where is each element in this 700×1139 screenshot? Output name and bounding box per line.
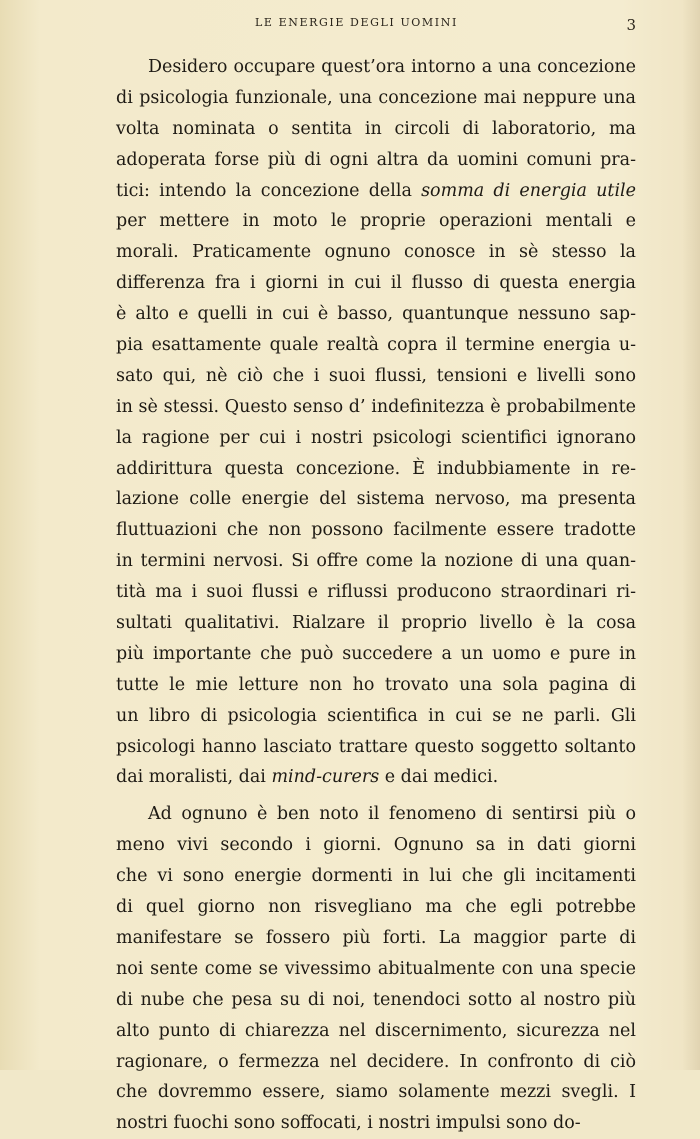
text-segment: addirittura questa concezione. È indubbiamente in re- <box>116 458 636 479</box>
text-segment: di quel giorno non risvegliano ma che egli potrebbe <box>116 897 636 918</box>
text-segment: manifestare se fossero più forti. La maggior parte di <box>116 927 636 948</box>
text-segment: nostri fuochi sono soffocati, i nostri impulsi sono do- <box>116 1113 581 1134</box>
text-line <box>116 830 636 861</box>
running-head <box>0 14 700 36</box>
text-line <box>116 423 636 454</box>
text-segment: fluttuazioni che non possono facilmente essere tradotte <box>116 520 636 541</box>
text-line <box>116 923 636 954</box>
text-line <box>116 237 636 268</box>
text-segment: alto punto di chiarezza nel discernimento, sicurezza nel <box>116 1020 636 1041</box>
text-segment: Desidero occupare quest’ora intorno a una concezione <box>148 57 636 77</box>
text-segment: noi sente come se vivessimo abitualmente con una specie <box>116 958 636 979</box>
text-line <box>116 392 636 423</box>
text-segment: la ragione per cui i nostri psicologi scientifici ignorano <box>116 427 636 448</box>
text-line <box>116 330 636 361</box>
paragraph <box>116 799 636 1139</box>
body-text <box>116 52 636 1139</box>
text-line <box>116 762 636 793</box>
text-line <box>116 52 636 83</box>
text-line <box>116 1016 636 1047</box>
running-title: LE ENERGIE DEGLI UOMINI <box>255 16 458 29</box>
text-segment: adoperata forse più di ogni altra da uomini comuni pra- <box>116 149 636 170</box>
text-line <box>116 176 636 207</box>
text-segment: che vi sono energie dormenti in lui che gli incitamenti <box>116 866 636 887</box>
text-line <box>116 454 636 485</box>
text-line <box>116 1108 636 1139</box>
text-line <box>116 114 636 145</box>
text-segment: tutte le mie letture non ho trovato una sola pagina di <box>116 674 636 695</box>
page-edge-shadow <box>682 0 700 1070</box>
text-line <box>116 892 636 923</box>
text-line <box>116 861 636 892</box>
text-segment: di nube che pesa su di noi, tenendoci sotto al nostro più <box>116 989 636 1010</box>
text-line <box>116 639 636 670</box>
text-line <box>116 1077 636 1108</box>
text-segment: in sè stessi. Questo senso d’ indefinitezza è probabilmente <box>116 396 636 417</box>
text-segment: pia esattamente quale realtà copra il termine energia u- <box>116 335 636 356</box>
text-segment: un libro di psicologia scientifica in cui se ne parli. Gli <box>116 705 636 726</box>
text-line <box>116 701 636 732</box>
text-segment: per mettere in moto le proprie operazioni mentali e <box>116 211 636 232</box>
italic-text: somma di energia utile <box>421 180 637 201</box>
paragraph <box>116 52 636 793</box>
text-line <box>116 577 636 608</box>
text-segment: di psicologia funzionale, una concezione mai neppure una <box>116 87 636 108</box>
text-line <box>116 515 636 546</box>
text-segment: lazione colle energie del sistema nervoso, ma presenta <box>116 489 636 510</box>
text-segment: tici: intendo la concezione della <box>116 180 422 201</box>
text-line <box>116 608 636 639</box>
text-segment: tità ma i suoi flussi e riflussi producono straordinari ri- <box>116 582 636 603</box>
text-segment: morali. Praticamente ognuno conosce in sè stesso la <box>116 242 636 263</box>
text-line <box>116 145 636 176</box>
text-line <box>116 799 636 830</box>
text-segment: in termini nervosi. Si offre come la nozione di una quan- <box>116 551 636 572</box>
text-line <box>116 361 636 392</box>
text-segment: che dovremmo essere, siamo solamente mezzi svegli. I <box>116 1082 636 1103</box>
text-line <box>116 732 636 763</box>
text-segment: sultati qualitativi. Rialzare il proprio livello è la cosa <box>116 613 636 634</box>
text-segment: più importante che può succedere a un uomo e pure in <box>116 643 636 664</box>
text-segment: volta nominata o sentita in circoli di laboratorio, ma <box>116 118 636 139</box>
text-line <box>116 83 636 114</box>
text-line <box>116 954 636 985</box>
text-segment: e dai medici. <box>379 767 499 788</box>
text-segment: dai moralisti, dai <box>116 767 272 788</box>
text-line <box>116 670 636 701</box>
text-line <box>116 546 636 577</box>
text-line <box>116 484 636 515</box>
text-segment: meno vivi secondo i giorni. Ognuno sa in dati giorni <box>116 835 636 856</box>
text-line <box>116 1047 636 1078</box>
italic-text: mind-curers <box>271 767 380 788</box>
text-segment: Ad ognuno è ben noto il fenomeno di sentirsi più o <box>148 804 636 825</box>
text-line <box>116 268 636 299</box>
text-line <box>116 206 636 237</box>
text-segment: sato qui, nè ciò che i suoi flussi, tensioni e livelli sono <box>116 365 636 386</box>
text-segment: è alto e quelli in cui è basso, quantunque nessuno sap- <box>116 304 636 325</box>
text-segment: differenza fra i giorni in cui il flusso di questa energia <box>116 273 636 294</box>
text-segment: ragionare, o fermezza nel decidere. In confronto di ciò <box>116 1051 636 1072</box>
page-number: 3 <box>626 16 636 34</box>
text-line <box>116 985 636 1016</box>
text-line <box>116 299 636 330</box>
text-segment: psicologi hanno lasciato trattare questo soggetto soltanto <box>116 736 636 757</box>
